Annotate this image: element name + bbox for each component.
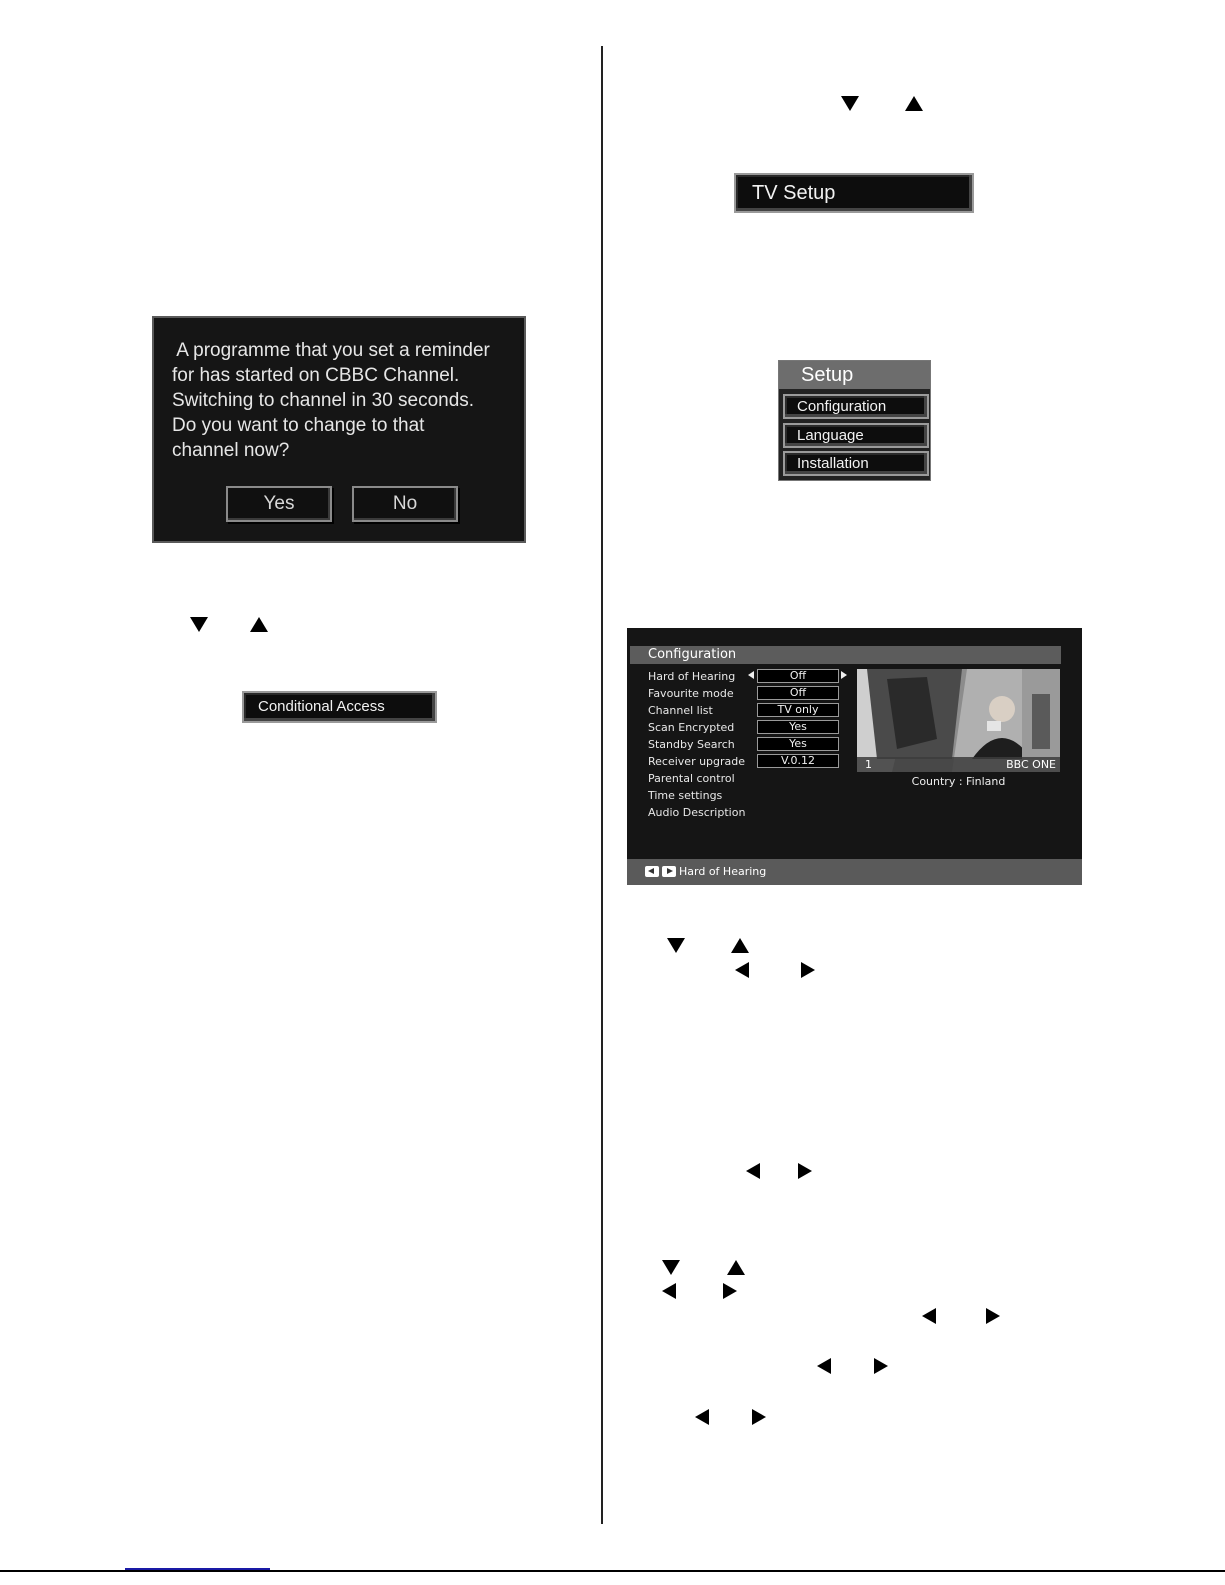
reminder-dialog bbox=[152, 316, 526, 543]
cfg-label-audio-description[interactable]: Audio Description bbox=[648, 806, 746, 819]
right-key-icon bbox=[662, 866, 676, 877]
cfg-value-favourite-mode[interactable]: Off bbox=[757, 686, 839, 700]
conditional-access-button[interactable]: Conditional Access bbox=[242, 691, 437, 723]
right-arrow-icon bbox=[874, 1358, 888, 1374]
left-arrow-icon bbox=[817, 1358, 831, 1374]
reminder-line: Switching to channel in 30 seconds. bbox=[172, 390, 475, 411]
cfg-label-parental-control[interactable]: Parental control bbox=[648, 772, 735, 785]
up-arrow-icon bbox=[250, 617, 268, 632]
down-arrow-icon bbox=[667, 938, 685, 953]
down-arrow-icon bbox=[662, 1260, 680, 1275]
reminder-line: for has started on CBBC Channel. bbox=[172, 365, 460, 386]
cfg-label-channel-list[interactable]: Channel list bbox=[648, 704, 713, 717]
cfg-value-hard-of-hearing[interactable]: Off bbox=[757, 669, 839, 683]
cfg-value-standby-search[interactable]: Yes bbox=[757, 737, 839, 751]
preview-channel-name: BBC ONE bbox=[1006, 758, 1056, 771]
right-arrow-icon bbox=[723, 1283, 737, 1299]
left-arrow-icon bbox=[695, 1409, 709, 1425]
cfg-label-scan-encrypted[interactable]: Scan Encrypted bbox=[648, 721, 735, 734]
right-arrow-icon bbox=[752, 1409, 766, 1425]
reminder-line: A programme that you set a reminder bbox=[172, 340, 490, 361]
right-arrow-icon bbox=[801, 962, 815, 978]
preview-info-bar bbox=[857, 757, 1060, 772]
left-arrow-icon bbox=[662, 1283, 676, 1299]
no-button[interactable]: No bbox=[352, 486, 458, 522]
cfg-label-time-settings[interactable]: Time settings bbox=[648, 789, 723, 802]
left-arrow-icon bbox=[735, 962, 749, 978]
cfg-label-favourite-mode[interactable]: Favourite mode bbox=[648, 687, 734, 700]
column-divider bbox=[601, 46, 603, 1524]
cfg-value-scan-encrypted[interactable]: Yes bbox=[757, 720, 839, 734]
footer-hint: Hard of Hearing bbox=[679, 865, 767, 878]
footer-link-underline[interactable] bbox=[125, 1568, 270, 1570]
up-arrow-icon bbox=[731, 938, 749, 953]
setup-item-language[interactable]: Language bbox=[783, 423, 929, 448]
cfg-label-receiver-upgrade[interactable]: Receiver upgrade bbox=[648, 755, 746, 768]
reminder-line: channel now? bbox=[172, 440, 290, 461]
channel-preview bbox=[857, 669, 1060, 772]
cfg-label-hard-of-hearing[interactable]: Hard of Hearing bbox=[648, 670, 736, 683]
setup-item-installation[interactable]: Installation bbox=[783, 451, 929, 476]
country-text: Country : Finland bbox=[911, 775, 1006, 788]
left-arrow-icon[interactable] bbox=[748, 671, 754, 679]
yes-button[interactable]: Yes bbox=[226, 486, 332, 522]
reminder-message bbox=[172, 338, 517, 463]
setup-menu bbox=[778, 360, 931, 481]
left-arrow-icon bbox=[746, 1163, 760, 1179]
up-arrow-icon bbox=[905, 96, 923, 111]
left-arrow-icon bbox=[922, 1308, 936, 1324]
setup-item-configuration[interactable]: Configuration bbox=[783, 394, 929, 419]
tv-setup-button[interactable]: TV Setup bbox=[734, 173, 974, 213]
right-arrow-icon[interactable] bbox=[841, 671, 847, 679]
cfg-value-channel-list[interactable]: TV only bbox=[757, 703, 839, 717]
right-arrow-icon bbox=[986, 1308, 1000, 1324]
footer-rule bbox=[0, 1570, 1225, 1572]
configuration-screen bbox=[627, 628, 1082, 885]
cfg-label-standby-search[interactable]: Standby Search bbox=[648, 738, 735, 751]
configuration-title: Configuration bbox=[630, 646, 1061, 664]
down-arrow-icon bbox=[841, 96, 859, 111]
down-arrow-icon bbox=[190, 617, 208, 632]
setup-menu-title: Setup bbox=[779, 361, 930, 389]
right-arrow-icon bbox=[798, 1163, 812, 1179]
cfg-value-receiver-upgrade[interactable]: V.0.12 bbox=[757, 754, 839, 768]
reminder-line: Do you want to change to that bbox=[172, 415, 425, 436]
configuration-footer bbox=[627, 859, 1082, 885]
preview-channel-number: 1 bbox=[865, 758, 872, 771]
left-key-icon bbox=[645, 866, 659, 877]
up-arrow-icon bbox=[727, 1260, 745, 1275]
